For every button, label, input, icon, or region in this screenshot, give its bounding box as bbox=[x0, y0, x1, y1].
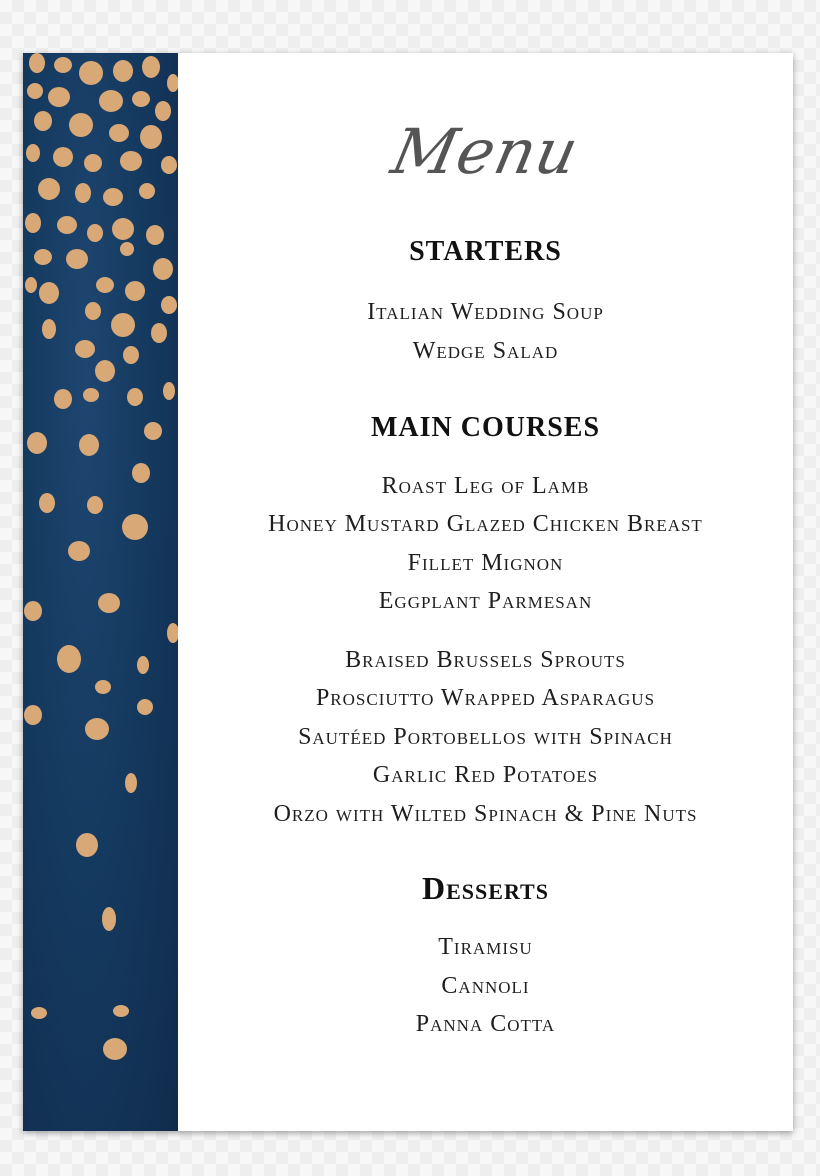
menu-item: Fillet Mignon bbox=[407, 550, 564, 576]
side-dish-item: Orzo with Wilted Spinach & Pine Nuts bbox=[273, 801, 698, 827]
menu-item: Panna Cotta bbox=[415, 1011, 556, 1037]
menu-item: Tiramisu bbox=[438, 934, 533, 960]
side-dish-item: Sautéed Portobellos with Spinach bbox=[298, 724, 673, 750]
section-heading-desserts: Desserts bbox=[422, 870, 549, 906]
menu-content bbox=[178, 53, 793, 1131]
menu-item: Eggplant Parmesan bbox=[378, 588, 593, 614]
menu-card bbox=[23, 53, 793, 1131]
side-dish-item: Braised Brussels Sprouts bbox=[345, 647, 626, 673]
menu-item: Cannoli bbox=[441, 973, 530, 999]
menu-title: Menu bbox=[385, 115, 586, 188]
section-heading-main-courses: MAIN COURSES bbox=[370, 412, 601, 443]
menu-item: Italian Wedding Soup bbox=[367, 299, 604, 325]
section-heading-starters: STARTERS bbox=[409, 236, 562, 267]
menu-item: Wedge Salad bbox=[412, 338, 559, 364]
menu-item: Roast Leg of Lamb bbox=[381, 473, 590, 499]
menu-item: Honey Mustard Glazed Chicken Breast bbox=[268, 511, 703, 537]
side-dish-item: Garlic Red Potatoes bbox=[372, 762, 599, 788]
gold-confetti-dots bbox=[23, 53, 178, 1131]
decorative-navy-band bbox=[23, 53, 178, 1131]
side-dish-item: Prosciutto Wrapped Asparagus bbox=[315, 685, 656, 711]
